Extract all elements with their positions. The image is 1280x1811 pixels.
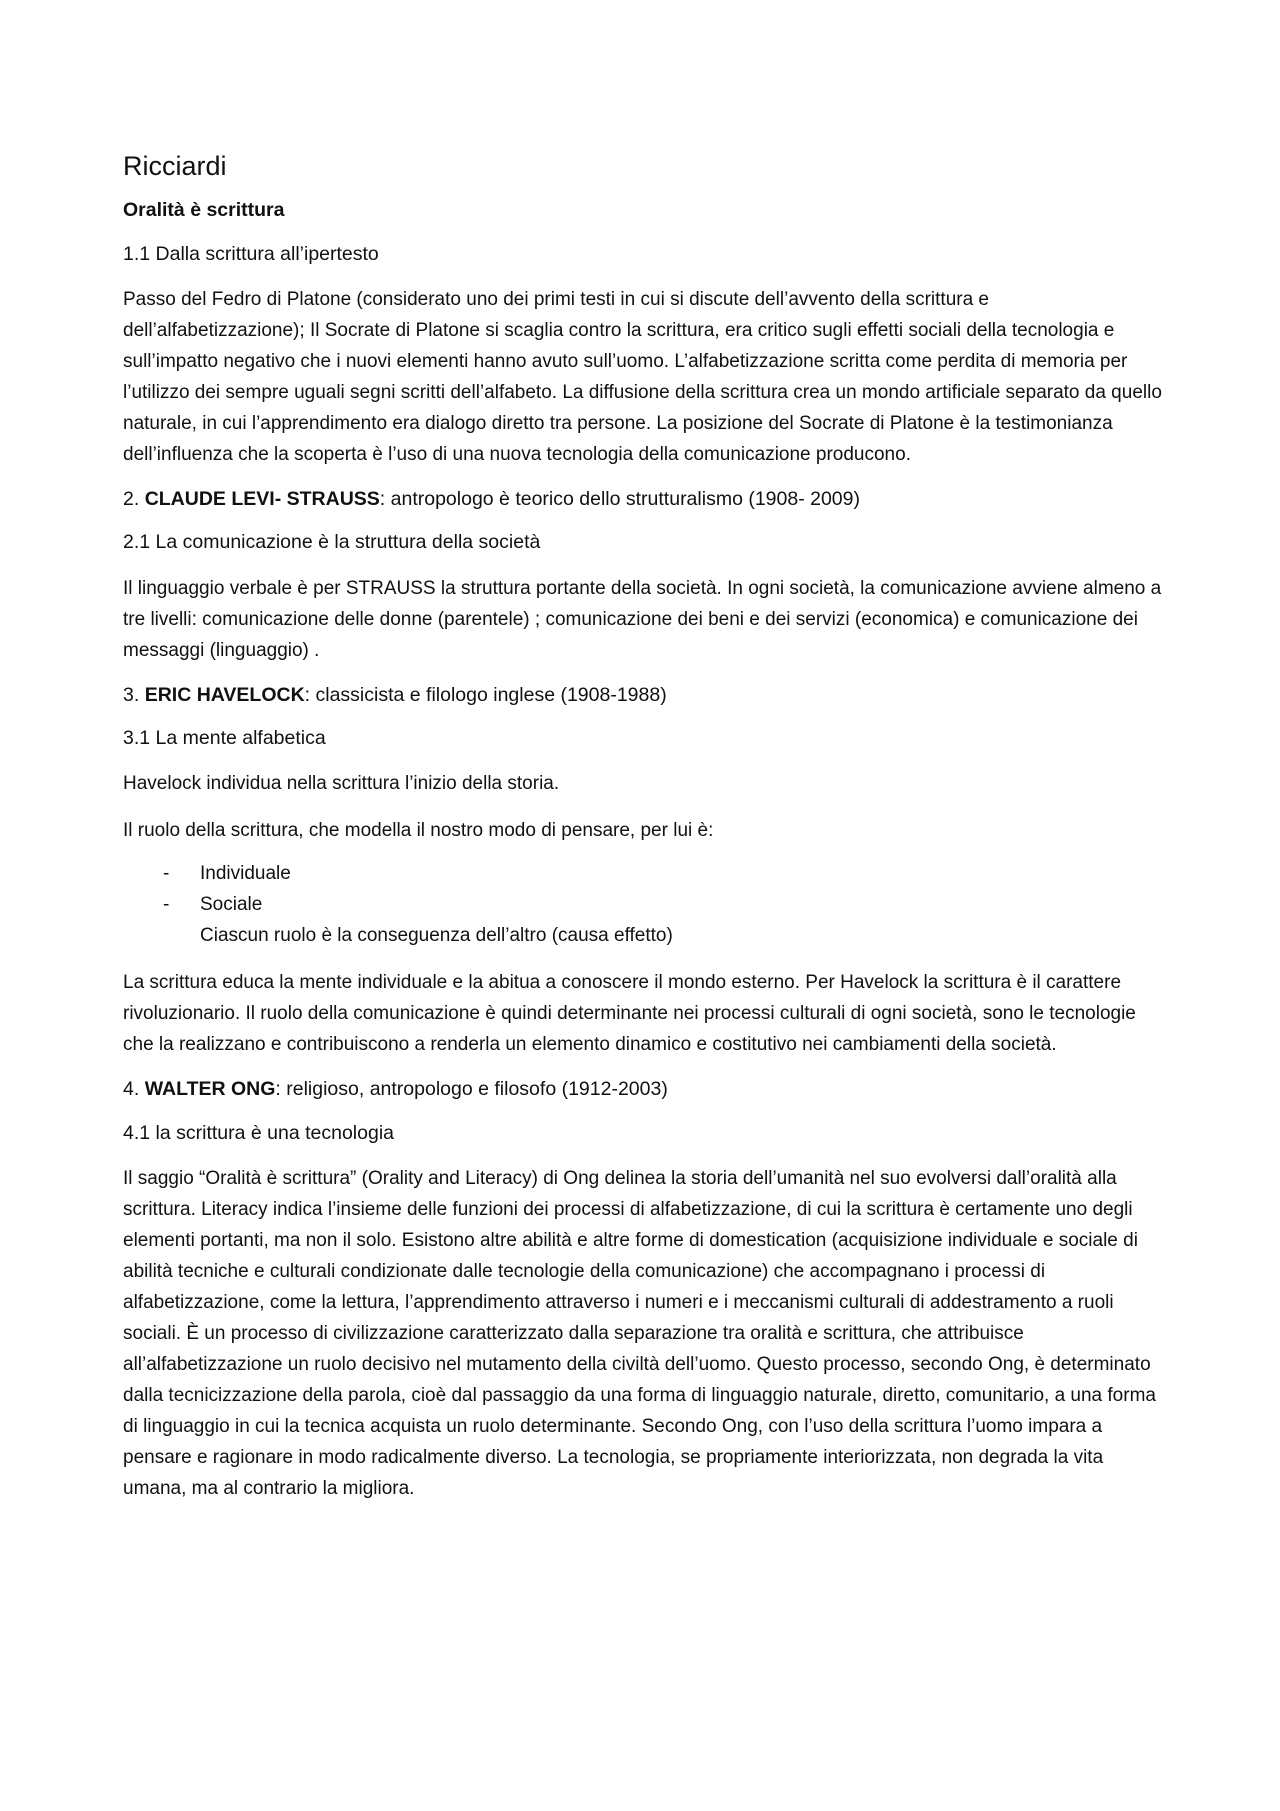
author-name: CLAUDE LEVI- STRAUSS [144,488,380,511]
list-dash: - [163,863,170,885]
section-heading-2-1: 2.1 La comunicazione è la struttura della società [123,531,541,554]
list-item [123,889,1170,920]
section-heading-2 [123,486,1170,512]
paragraph-4: Il saggio “Oralità è scrittura” (Orality and Literacy) di Ong delinea la storia dell’umanità nel suo evolversi dall’oralità alla scrittura. Literacy indica l’insieme delle funzioni dei processi di alfabetizzazione, di cui la scrittura è certamente uno degli elementi portanti, ma non il solo. Esistono altre abilità e altre forme di domestication (acquisizione individuale e sociale di abilità tecniche e culturali condizionate dalle tecnologie della comunicazione) che accompagnano i processi di alfabetizzazione, come la lettura, l’apprendimento attraverso i numeri e i meccanismi culturali di addestramento a ruoli sociali. È un processo di civilizzazione caratterizzato dalla separazione tra oralità e scrittura, che attribuisce all’alfabetizzazione un ruolo decisivo nel mutamento della civiltà dell’uomo. Questo processo, secondo Ong, è determinato dalla tecnicizzazione della parola, cioè dal passaggio da una forma di linguaggio naturale, diretto, comunitario, a una forma di linguaggio in cui la tecnica acquista un ruolo determinante. Secondo Ong, con l’uso della scrittura l’uomo impara a pensare e ragionare in modo radicalmente diverso. La tecnologia, se propriamente interiorizzata, non degrada la vita umana, ma al contrario la migliora. [123,1167,1156,1499]
section-heading-3-1: 3.1 La mente alfabetica [123,726,326,749]
paragraph-3a: Havelock individua nella scrittura l’inizio della storia. [123,773,560,795]
section-number: 2. [123,488,140,511]
author-description: : antropologo è teorico dello strutturalismo (1908- 2009) [379,488,860,511]
document-subtitle: Oralità è scrittura [123,199,285,222]
list-item-label: Individuale [200,863,291,885]
paragraph-3b: Il ruolo della scrittura, che modella il nostro modo di pensare, per lui è: [123,820,714,842]
author-name: WALTER ONG [144,1078,276,1101]
role-list [123,858,1170,920]
author-description: : religioso, antropologo e filosofo (1912-2003) [275,1078,668,1101]
section-heading-4 [123,1076,1170,1102]
paragraph-1: Passo del Fedro di Platone (considerato uno dei primi testi in cui si discute dell’avvento della scrittura e dell’alfabetizzazione); Il Socrate di Platone si scaglia contro la scrittura, era critico sugli effetti sociali della tecnologia e sull’impatto negativo che i nuovi elementi hanno avuto sull’uomo. L’alfabetizzazione scritta come perdita di memoria per l’utilizzo dei sempre uguali segni scritti dell’alfabeto. La diffusione della scrittura crea un mondo artificiale separato da quello naturale, in cui l’apprendimento era dialogo diretto tra persone. La posizione del Socrate di Platone è la testimonianza dell’influenza che la scoperta è l’uso di una nuova tecnologia della comunicazione producono. [123,289,1162,466]
list-dash: - [163,894,170,916]
section-number: 3. [123,683,140,706]
list-item [123,858,1170,889]
section-heading-4-1: 4.1 la scrittura è una tecnologia [123,1121,395,1144]
list-note: Ciascun ruolo è la conseguenza dell’altro (causa effetto) [200,925,673,947]
document-title: Ricciardi [123,151,227,181]
section-number: 4. [123,1078,140,1101]
paragraph-2: Il linguaggio verbale è per STRAUSS la struttura portante della società. In ogni società, la comunicazione avviene almeno a tre livelli: comunicazione delle donne (parentele) ; comunicazione dei beni e dei servizi (economica) e comunicazione dei messaggi (linguaggio) . [123,577,1162,661]
paragraph-3c: La scrittura educa la mente individuale e la abitua a conoscere il mondo esterno. Per Havelock la scrittura è il carattere rivoluzionario. Il ruolo della comunicazione è quindi determinante nei processi culturali di ogni società, sono le tecnologie che la realizzano e contribuiscono a renderla un elemento dinamico e costitutivo nei cambiamenti della società. [123,972,1136,1056]
list-item-label: Sociale [200,894,263,916]
section-heading-1-1: 1.1 Dalla scrittura all’ipertesto [123,242,379,265]
section-heading-3 [123,682,1170,708]
author-name: ERIC HAVELOCK [144,683,305,706]
author-description: : classicista e filologo inglese (1908-1988) [304,683,667,706]
